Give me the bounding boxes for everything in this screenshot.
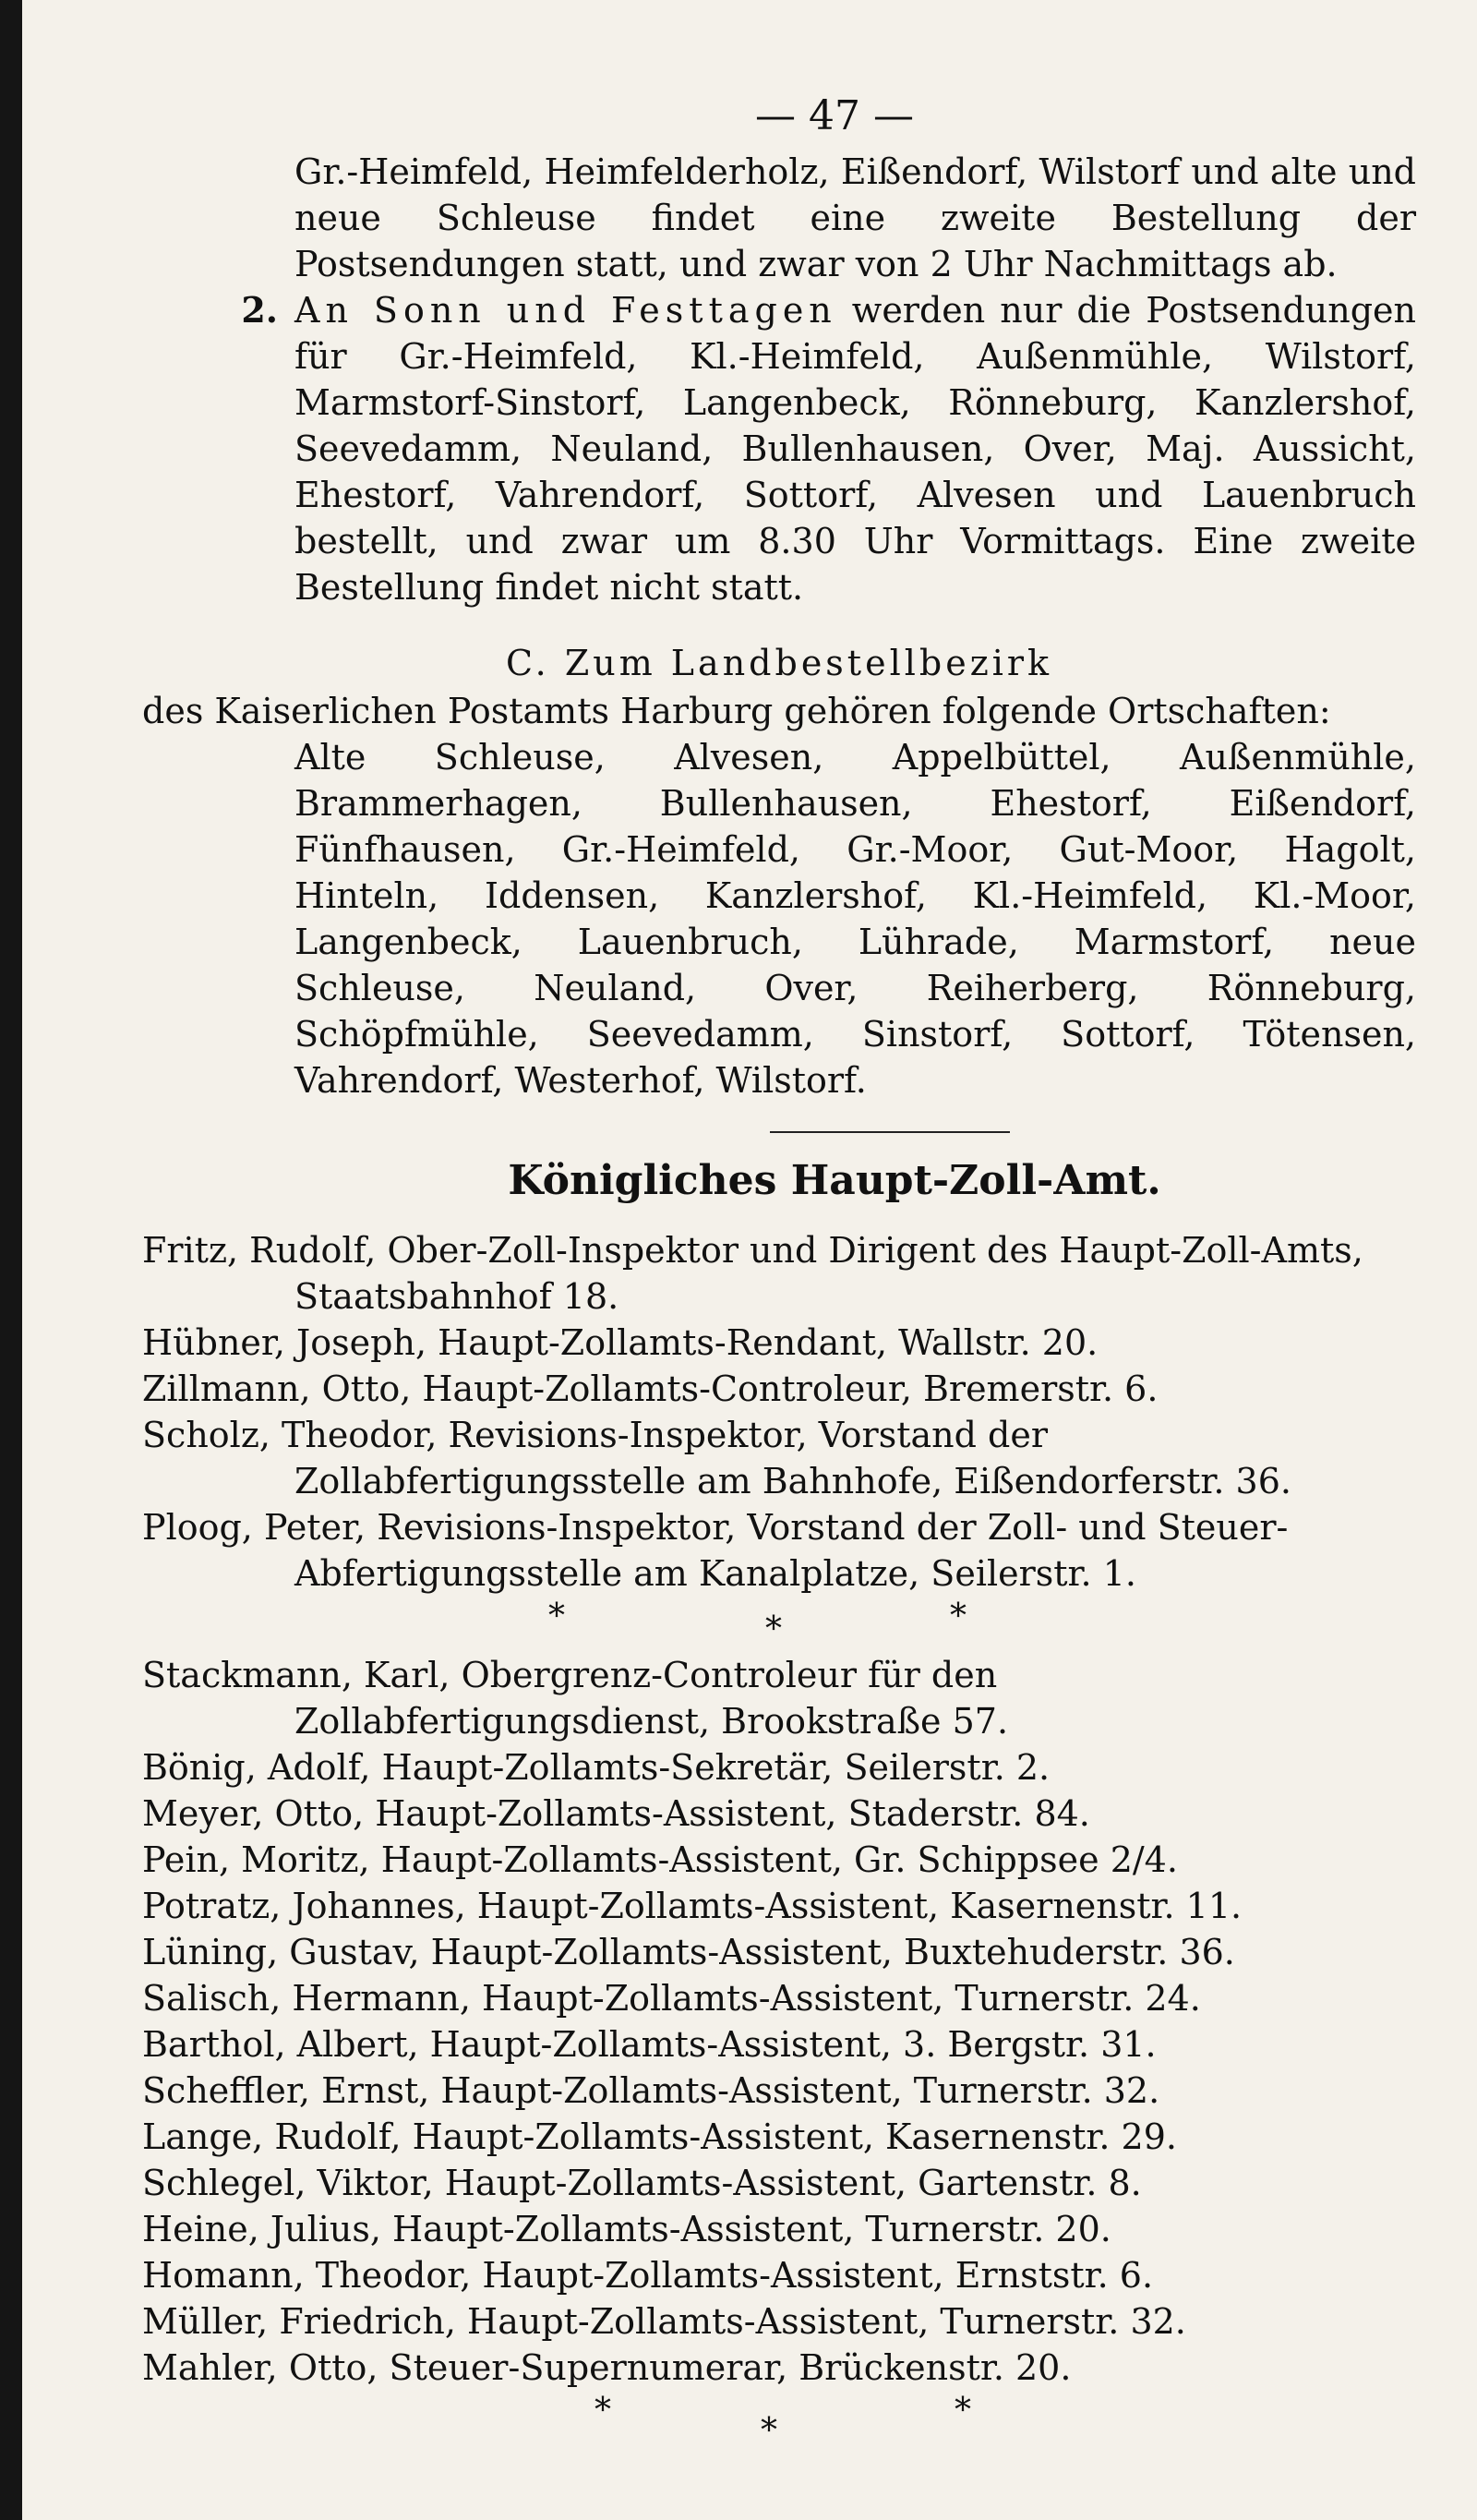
staff-entry: Salisch, Hermann, Haupt-Zollamts-Assistent, Turnerstr. 24. xyxy=(142,1978,1201,2019)
entries-group-a xyxy=(142,1227,1416,1597)
asterisk-separator xyxy=(142,1597,1416,1652)
section-c-lead: des Kaiserlichen Postamts Harburg gehören folgende Ortschaften: xyxy=(142,691,1331,731)
section-divider xyxy=(770,1131,1010,1133)
staff-entry: Zillmann, Otto, Haupt-Zollamts-Controleur, Bremerstr. 6. xyxy=(142,1369,1159,1409)
office-heading: Königliches Haupt-Zoll-Amt. xyxy=(508,1157,1161,1204)
staff-entry: Mahler, Otto, Steuer-Supernumerar, Brückenstr. 20. xyxy=(142,2347,1072,2388)
asterisk: * xyxy=(594,2392,611,2430)
staff-entry: Scheffler, Ernst, Haupt-Zollamts-Assistent, Turnerstr. 32. xyxy=(142,2070,1160,2111)
page-number: — 47 — xyxy=(755,92,914,139)
staff-entry: Meyer, Otto, Haupt-Zollamts-Assistent, Staderstr. 84. xyxy=(142,1793,1090,1834)
staff-entry: Barthol, Albert, Haupt-Zollamts-Assistent, 3. Bergstr. 31. xyxy=(142,2024,1157,2065)
page-content xyxy=(142,92,1417,2450)
staff-entry: Homann, Theodor, Haupt-Zollamts-Assistent, Ernststr. 6. xyxy=(142,2255,1154,2296)
item-2-body: werden nur die Postsendungen für Gr.-Heimfeld, Kl.-Heimfeld, Außenmühle, Wilstorf, Marmstorf-Sinstorf, Langenbeck, Rönneburg, Kanzlershof, Seevedamm, Neuland, Bullenhausen, Over, Maj. Aussicht, Ehestorf, Vahrendorf, Sottorf, Alvesen und Lauenbruch bestellt, und zwar um 8.30 Uhr Vormittags. Eine zweite Bestellung findet nicht statt. xyxy=(294,290,1417,608)
staff-entry: Pein, Moritz, Haupt-Zollamts-Assistent, Gr. Schippsee 2/4. xyxy=(142,1839,1178,1880)
staff-entry: Fritz, Rudolf, Ober-Zoll-Inspektor und Dirigent des Haupt-Zoll-Amts, Staatsbahnhof 18. xyxy=(142,1230,1363,1317)
item-2-number: 2. xyxy=(241,289,278,331)
staff-entry: Bönig, Adolf, Haupt-Zollamts-Sekretär, Seilerstr. 2. xyxy=(142,1747,1051,1788)
staff-entry: Hübner, Joseph, Haupt-Zollamts-Rendant, Wallstr. 20. xyxy=(142,1322,1099,1363)
entries-group-b xyxy=(142,1652,1416,2391)
asterisk: * xyxy=(761,2412,777,2450)
asterisk: * xyxy=(548,1598,565,1635)
book-page xyxy=(22,0,1477,2520)
asterisk: * xyxy=(950,1598,967,1635)
intro-paragraph: Gr.-Heimfeld, Heimfelderholz, Eißendorf, Wilstorf und alte und neue Schleuse findet eine zweite Bestellung der Postsendungen statt, und zwar von 2 Uhr Nachmittags ab. xyxy=(294,151,1416,284)
staff-entry: Heine, Julius, Haupt-Zollamts-Assistent, Turnerstr. 20. xyxy=(142,2209,1111,2249)
page-gutter xyxy=(0,0,22,2520)
asterisk-separator xyxy=(142,2391,1416,2450)
staff-entry: Schlegel, Viktor, Haupt-Zollamts-Assistent, Gartenstr. 8. xyxy=(142,2163,1142,2203)
section-c-places: Alte Schleuse, Alvesen, Appelbüttel, Außenmühle, Brammerhagen, Bullenhausen, Ehestorf, Eißendorf, Fünfhausen, Gr.-Heimfeld, Gr.-Moor, Gut-Moor, Hagolt, Hinteln, Iddensen, Kanzlershof, Kl.-Heimfeld, Kl.-Moor, Langenbeck, Lauenbruch, Lührade, Marmstorf, neue Schleuse, Neuland, Over, Reiherberg, Rönneburg, Schöpfmühle, Seevedamm, Sinstorf, Sottorf, Tötensen, Vahrendorf, Westerhof, Wilstorf. xyxy=(294,737,1416,1101)
item-2-paragraph xyxy=(142,287,1416,610)
asterisk: * xyxy=(955,2392,971,2430)
staff-entry: Müller, Friedrich, Haupt-Zollamts-Assistent, Turnerstr. 32. xyxy=(142,2301,1186,2342)
item-2-text xyxy=(294,287,1416,610)
staff-entry: Lange, Rudolf, Haupt-Zollamts-Assistent, Kasernenstr. 29. xyxy=(142,2116,1177,2157)
section-c-title: C. Zum Landbestellbezirk xyxy=(505,643,1053,683)
asterisk: * xyxy=(765,1610,782,1648)
item-2-spaced-phrase: An Sonn und Festtagen xyxy=(294,290,837,331)
staff-entry: Lüning, Gustav, Haupt-Zollamts-Assistent, Buxtehuderstr. 36. xyxy=(142,1932,1235,1972)
staff-entry: Scholz, Theodor, Revisions-Inspektor, Vorstand der Zollabfertigungsstelle am Bahnhofe, Eißendorferstr. 36. xyxy=(142,1415,1291,1501)
staff-entry: Potratz, Johannes, Haupt-Zollamts-Assistent, Kasernenstr. 11. xyxy=(142,1886,1243,1926)
staff-entry: Stackmann, Karl, Obergrenz-Controleur für den Zollabfertigungsdienst, Brookstraße 57. xyxy=(142,1655,1009,1742)
staff-entry: Ploog, Peter, Revisions-Inspektor, Vorstand der Zoll- und Steuer-Abfertigungsstelle am Kanalplatze, Seilerstr. 1. xyxy=(142,1507,1289,1594)
